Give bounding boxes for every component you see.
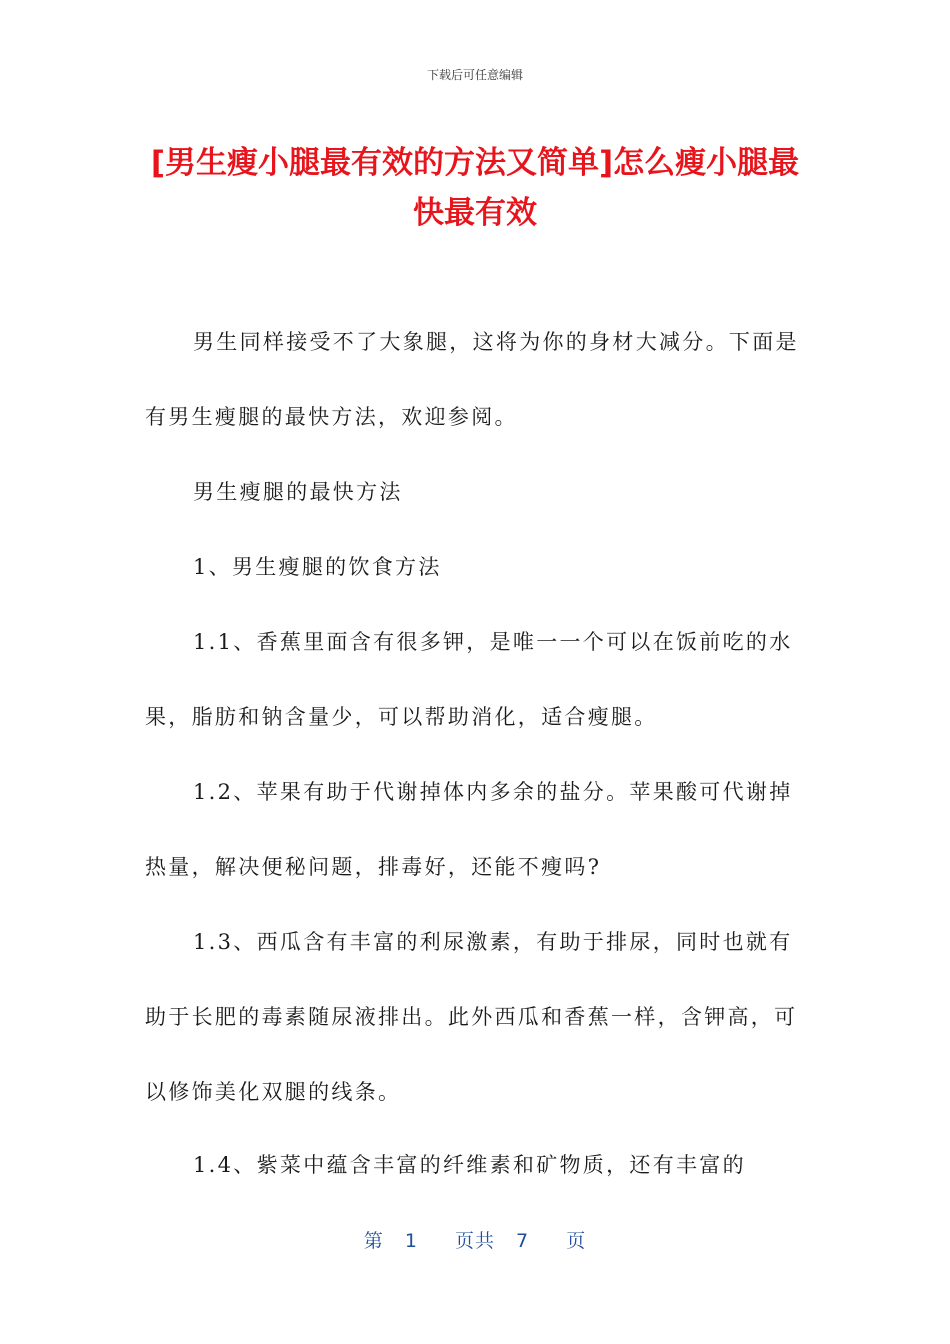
footer-page-suffix: 页: [566, 1230, 587, 1252]
paragraph-subheading-diet: 1、男生瘦腿的饮食方法: [193, 555, 442, 579]
document-title: [男生瘦小腿最有效的方法又简单]怎么瘦小腿最快最有效: [150, 145, 800, 231]
paragraph-section-heading: 男生瘦腿的最快方法: [193, 480, 403, 504]
footer-page-prefix: 第: [363, 1230, 384, 1252]
footer-total-pages: 7: [516, 1230, 530, 1252]
footer-page-middle: 页共: [454, 1230, 495, 1252]
paragraph-banana: 1.1、香蕉里面含有很多钾，是唯一一个可以在饭前吃的水果，脂肪和钠含量少，可以帮助消化，适合瘦腿。: [145, 630, 793, 729]
footer-page-number: 1: [404, 1230, 418, 1252]
page-footer: [0, 1226, 950, 1253]
paragraph-apple: 1.2、苹果有助于代谢掉体内多余的盐分。苹果酸可代谢掉热量，解决便秘问题，排毒好，还能不瘦吗?: [145, 780, 793, 879]
header-note: 下载后可任意编辑: [426, 68, 523, 82]
paragraph-watermelon: 1.3、西瓜含有丰富的利尿激素，有助于排尿，同时也就有助于长肥的毒素随尿液排出。此外西瓜和香蕉一样，含钾高，可以修饰美化双腿的线条。: [145, 930, 798, 1104]
paragraph-seaweed: 1.4、紫菜中蕴含丰富的纤维素和矿物质，还有丰富的: [193, 1153, 746, 1177]
paragraph-intro: 男生同样接受不了大象腿，这将为你的身材大减分。下面是有男生瘦腿的最快方法，欢迎参阅。: [145, 330, 799, 429]
